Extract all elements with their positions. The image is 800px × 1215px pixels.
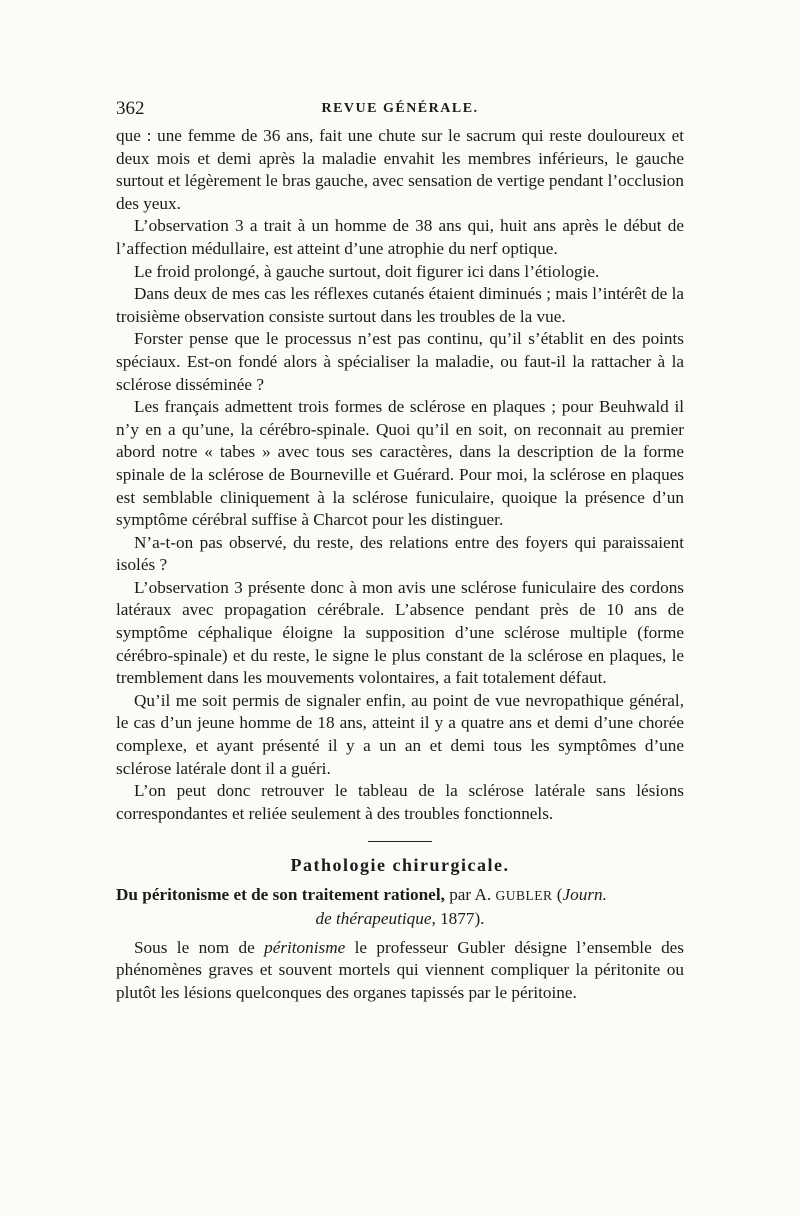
article-body-term: péritonisme	[264, 937, 346, 957]
paragraph: Forster pense que le processus n’est pas continu, qu’il s’établit en des points spéciaux. Est-on fondé alors à spécialiser la maladie, ou faut-il la rattacher à la sclérose disséminée ?	[116, 329, 684, 394]
article-author: GUBLER	[495, 888, 553, 904]
article-title	[116, 884, 684, 930]
article-title-bold: Du péritonisme et de son traitement rationel,	[116, 885, 445, 905]
running-title: REVUE GÉNÉRALE.	[321, 101, 479, 116]
article-title-line2	[116, 908, 684, 931]
paragraph: L’observation 3 a trait à un homme de 38 ans qui, huit ans après le début de l’affection médullaire, est atteint d’une atrophie du nerf optique.	[116, 216, 684, 258]
paragraph: N’a-t-on pas observé, du reste, des relations entre des foyers qui paraissaient isolés ?	[116, 532, 684, 575]
article-journal-part1: Journ.	[562, 885, 607, 905]
article-paragraph	[116, 937, 684, 1005]
paragraph: Le froid prolongé, à gauche surtout, doit figurer ici dans l’étiologie.	[134, 261, 600, 281]
paragraph: Les français admettent trois formes de sclérose en plaques ; pour Beuhwald il n’y en a qu’une, la cérébro-spinale. Quoi qu’il en soit, on reconnait au premier abord notre « tabes » avec tous ses caractères, dans la description de la forme spinale de la sclérose de Bourneville et Guérard. Pour moi, la sclérose en plaques est semblable cliniquement à la sclérose funiculaire, quoique la présence d’un symptôme cérébral suffise à Charcot pour les distinguer.	[116, 397, 684, 530]
article-by: par A.	[444, 885, 496, 905]
section-heading: Pathologie chirurgicale.	[290, 855, 510, 876]
article-body-intro: Sous le nom de	[134, 937, 265, 957]
paragraph: que : une femme de 36 ans, fait une chute sur le sacrum qui reste douloureux et deux mois et demi après la maladie envahit les membres inférieurs, le gauche surtout et légèrement le bras gauche, avec sensation de vertige pendant l’occlusion des yeux.	[116, 126, 684, 213]
article-source-open: (	[552, 885, 563, 905]
body-text	[116, 125, 684, 1004]
paragraph: Qu’il me soit permis de signaler enfin, au point de vue nevropathique général, le cas d’un jeune homme de 18 ans, atteint il y a quatre ans et demi d’une chorée complexe, et ayant présenté il y a un an et demi tous les symptômes d’une sclérose latérale dont il a guéri.	[116, 690, 684, 778]
running-header	[116, 98, 684, 124]
article-body-rest: le professeur Gubler désigne l’ensemble des phénomènes graves et souvent mortels qui viennent compliquer la péritonite ou plutôt les lésions quelconques des organes tapissés par le péritoine.	[116, 937, 684, 1002]
paragraph: L’on peut donc retrouver le tableau de la sclérose latérale sans lésions correspondantes et reliée seulement à des troubles fonctionnels.	[116, 781, 684, 823]
paragraph: Dans deux de mes cas les réflexes cutanés étaient diminués ; mais l’intérêt de la troisième observation consiste surtout dans les troubles de la vue.	[116, 284, 684, 326]
page-number: 362	[116, 98, 145, 119]
article-journal-part2: de thérapeutique	[315, 909, 432, 928]
article-year: , 1877).	[431, 909, 485, 928]
paragraph: L’observation 3 présente donc à mon avis une sclérose funiculaire des cordons latéraux avec propagation cérébrale. L’absence pendant près de 10 ans de symptôme céphalique éloigne la supposition d’une sclérose multiple (forme cérébro-spinale) et du reste, le signe le plus constant de la sclérose en plaques, le tremblement dans les mouvements volontaires, a fait totalement défaut.	[116, 577, 684, 688]
section-divider	[368, 841, 432, 842]
